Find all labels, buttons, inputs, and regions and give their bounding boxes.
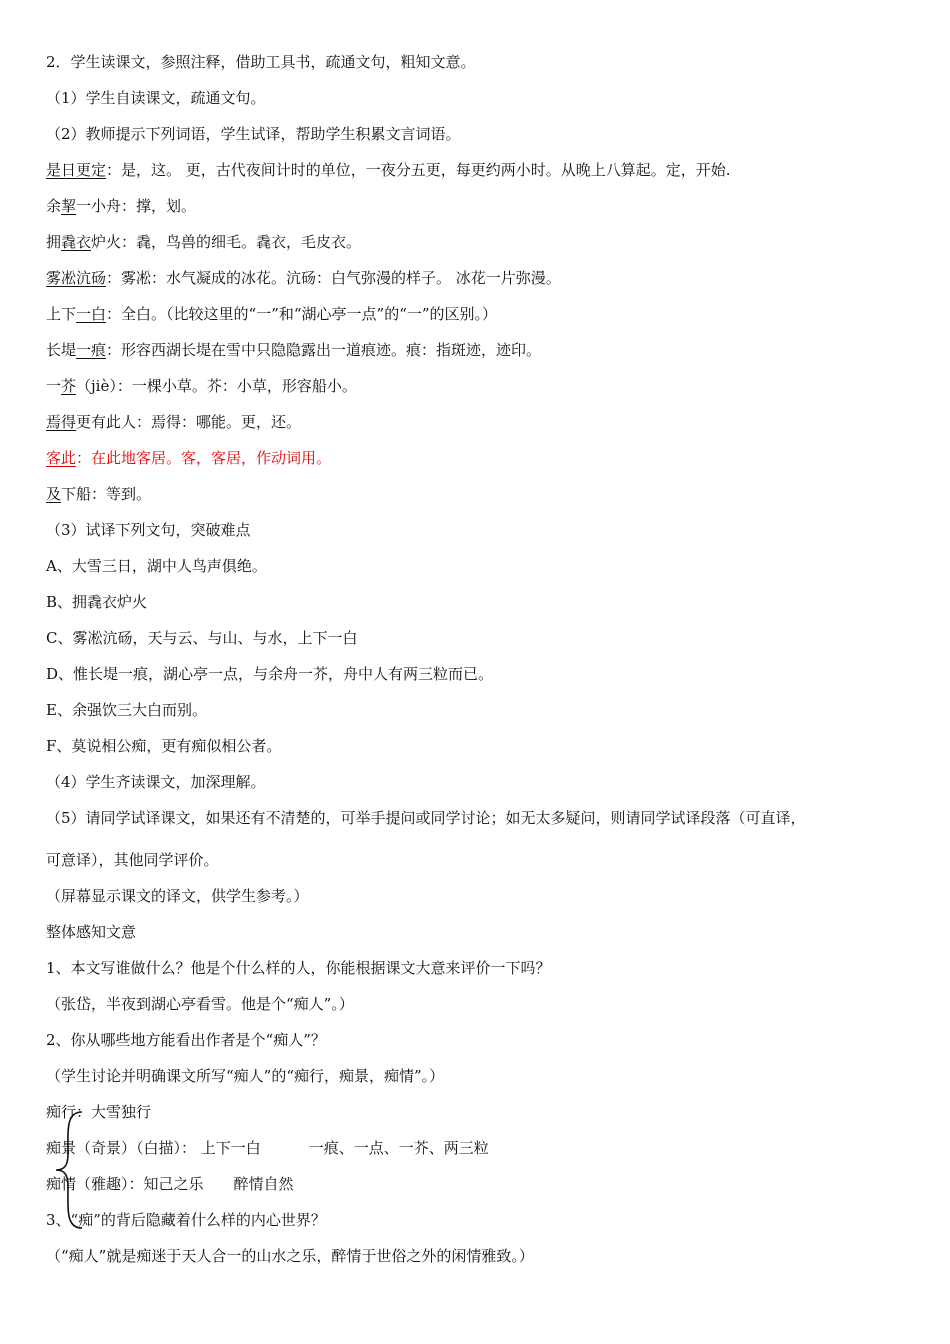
chi-jing xyxy=(46,1138,489,1158)
vocab-keci-highlight xyxy=(46,448,331,468)
vocab-shiri-gengding xyxy=(46,160,731,180)
vocab-definition: 更有此人：焉得：哪能。更，还。 xyxy=(76,413,302,431)
vocab-qie xyxy=(46,196,196,216)
vocab-prefix: 拥 xyxy=(46,233,62,251)
vocab-term: 挈 xyxy=(61,197,77,215)
chi-xing: 痴行：大雪独行 xyxy=(46,1103,152,1121)
vocab-ji xyxy=(46,484,151,504)
vocab-term: 一白 xyxy=(76,305,107,323)
sentence-f: F、莫说相公痴，更有痴似相公者。 xyxy=(46,737,282,755)
screen-note: （屏幕显示课文的译文，供学生参考。） xyxy=(46,887,309,905)
sentence-b: B、拥毳衣炉火 xyxy=(46,593,148,611)
step-2-5-line2: 可意译），其他同学评价。 xyxy=(46,851,219,869)
vocab-yibai xyxy=(46,304,497,324)
section-heading: 整体感知文意 xyxy=(46,923,137,941)
vocab-term: 客此 xyxy=(46,449,77,467)
sentence-c: C、雾凇沆砀，天与云、与山、与水，上下一白 xyxy=(46,629,358,647)
step-2-5-line1: （5）请同学试译课文，如果还有不清楚的，可举手提问或同学讨论；如无太多疑问，则请同学试译段落（可直译， xyxy=(46,809,806,827)
question-2: 2、你从哪些地方能看出作者是个“痴人”？ xyxy=(46,1031,326,1049)
vocab-term: 雾凇沆砀 xyxy=(46,269,107,287)
step-2-heading: 2．学生读课文，参照注释，借助工具书，疏通文句，粗知文意。 xyxy=(46,53,476,71)
vocab-definition: 一小舟：撑，划。 xyxy=(76,197,197,215)
vocab-definition: ：形容西湖长堤在雪中只隐隐露出一道痕迹。痕：指斑迹，迹印。 xyxy=(106,341,542,359)
step-2-2: （2）教师提示下列词语，学生试译，帮助学生积累文言词语。 xyxy=(46,125,461,143)
step-2-1: （1）学生自读课文，疏通文句。 xyxy=(46,89,266,107)
chi-jing-label: 痴景（奇景）（白描）： 上下一白 xyxy=(46,1139,261,1157)
chi-qing-detail: 醉情自然 xyxy=(233,1175,294,1193)
vocab-wusong xyxy=(46,268,561,288)
step-2-3: （3）试译下列文句，突破难点 xyxy=(46,521,251,539)
vocab-term: 及 xyxy=(46,485,62,503)
answer-2: （学生讨论并明确课文所写“痴人”的“痴行，痴景，痴情”。） xyxy=(46,1067,445,1085)
vocab-term: 毳衣 xyxy=(61,233,92,251)
chi-qing-label: 痴情（雅趣）：知己之乐 xyxy=(46,1175,204,1193)
vocab-yande xyxy=(46,412,301,432)
sentence-e: E、余强饮三大白而别。 xyxy=(46,701,207,719)
vocab-prefix: 一 xyxy=(46,377,62,395)
vocab-definition: ：是，这。 更，古代夜间计时的单位，一夜分五更，每更约两小时。从晚上八算起。定，开始. xyxy=(106,161,731,179)
vocab-term: 焉得 xyxy=(46,413,77,431)
vocab-definition: ：在此地客居。客，客居，作动词用。 xyxy=(76,449,332,467)
vocab-term: 芥 xyxy=(61,377,77,395)
vocab-prefix: 长堤 xyxy=(46,341,77,359)
vocab-term: 是日 xyxy=(46,161,77,179)
vocab-term: 一痕 xyxy=(76,341,107,359)
step-2-4: （4）学生齐读课文，加深理解。 xyxy=(46,773,266,791)
sentence-a: A、大雪三日，湖中人鸟声俱绝。 xyxy=(46,557,267,575)
sentence-d: D、惟长堤一痕，湖心亭一点，与余舟一芥，舟中人有两三粒而已。 xyxy=(46,665,494,683)
vocab-cuiyi xyxy=(46,232,361,252)
vocab-definition: 下船：等到。 xyxy=(61,485,152,503)
vocab-yihen xyxy=(46,340,541,360)
vocab-definition: （jiè）：一棵小草。芥：小草，形容船小。 xyxy=(76,377,357,395)
question-1: 1、本文写谁做什么？他是个什么样的人，你能根据课文大意来评价一下吗？ xyxy=(46,959,551,977)
chi-jing-detail: 一痕、一点、一芥、两三粒 xyxy=(308,1139,489,1157)
vocab-prefix: 上下 xyxy=(46,305,77,323)
vocab-term: 更定 xyxy=(76,161,107,179)
question-3: 3、“痴”的背后隐藏着什么样的内心世界？ xyxy=(46,1211,326,1229)
vocab-definition: 炉火：毳，鸟兽的细毛。毳衣，毛皮衣。 xyxy=(91,233,362,251)
vocab-definition: ：全白。（比较这里的“一”和“湖心亭一点”的“一”的区别。） xyxy=(106,305,498,323)
answer-1: （张岱，半夜到湖心亭看雪。他是个“痴人”。） xyxy=(46,995,354,1013)
vocab-yijie xyxy=(46,376,357,396)
answer-3: （“痴人”就是痴迷于天人合一的山水之乐，醉情于世俗之外的闲情雅致。） xyxy=(46,1247,534,1265)
vocab-prefix: 余 xyxy=(46,197,62,215)
vocab-definition: ：雾凇：水气凝成的冰花。沆砀：白气弥漫的样子。 冰花一片弥漫。 xyxy=(106,269,561,287)
